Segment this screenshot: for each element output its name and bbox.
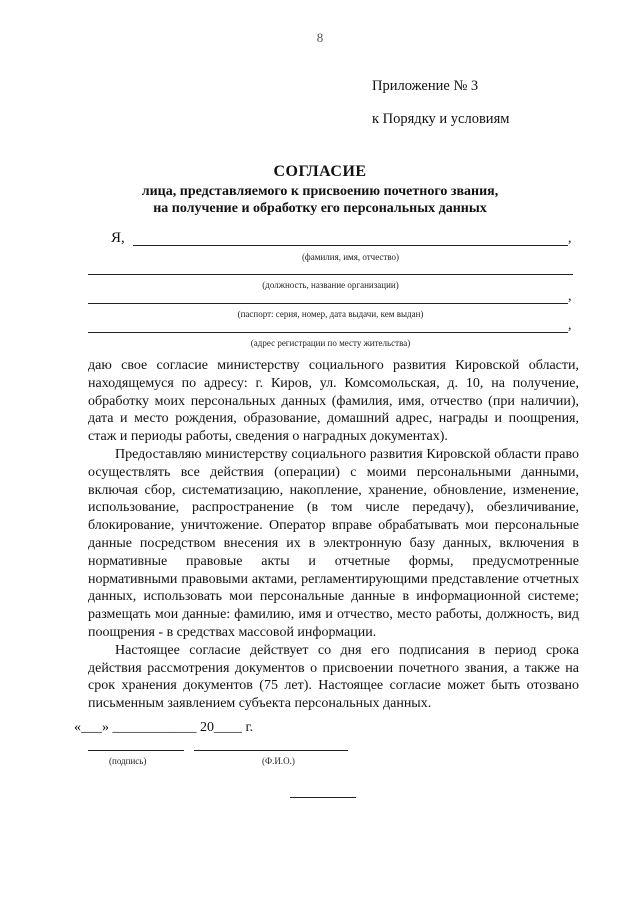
appendix-label: Приложение № 3 — [372, 78, 479, 94]
position-caption: (должность, название организации) — [262, 280, 399, 290]
fio-field-comma: , — [568, 231, 572, 246]
fio-signature-line — [194, 750, 348, 751]
consent-paragraph-1: даю свое согласие министерству социального развития Кировской области, находящемуся по адресу: г. Киров, ул. Комсомольская, д. 10, на получение, обработку моих персональных данных (фамилия, имя, отчество (при наличии), дата и место рождения, образование, домашний адрес, награды и поощрения, стаж и периоды работы, сведения о наградных документах). — [88, 358, 579, 445]
position-field-line — [88, 274, 573, 275]
consent-paragraph-2: Предоставляю министерству социального развития Кировской области право осуществлять все действия (операции) с моими персональными данными, включая сбор, систематизацию, накопление, хранение, обновление, изменение, использование, распространение (в том числе передачу), обезличивание, блокирование, уничтожение. Оператор вправе обрабатывать мои персональные данные посредством внесения их в электронную базу данных, включения в нормативные правовые акты и отчетные формы, предусмотренные нормативными правовыми актами, регламентирующими представление отчетных данных, использовать мои персональные данные в информационной системе; размещать мои данные: фамилию, имя и отчество, место работы, должность, вид поощрения - в средствах массовой информации. — [88, 446, 579, 640]
address-caption: (адрес регистрации по месту жительства) — [250, 338, 411, 348]
passport-caption: (паспорт: серия, номер, дата выдачи, кем выдан) — [237, 309, 424, 319]
signature-date-line: «___» ____________ 20____ г. — [74, 720, 254, 735]
appendix-reference: к Порядку и условиям — [372, 111, 510, 127]
signature-line — [88, 750, 184, 751]
consent-paragraph-3: Настоящее согласие действует со дня его подписания в период срока действия рассмотрения документов о присвоении почетного звания, а также на срок хранения документов (75 лет). Настоящее согласие может быть отозвано письменным заявлением субъекта персональных данных. — [88, 642, 579, 712]
fio-caption: (фамилия, имя, отчество) — [301, 252, 400, 262]
end-separator-line — [290, 797, 356, 798]
signature-caption: (подпись) — [109, 756, 147, 766]
address-field-line — [88, 332, 568, 333]
document-subtitle — [0, 183, 640, 217]
ya-label: Я, — [111, 230, 125, 246]
passport-field-line — [88, 303, 568, 304]
page-number: 8 — [316, 30, 324, 45]
subtitle-line-1: лица, представляемого к присвоению почетного звания, — [141, 184, 499, 199]
fio-signature-caption: (Ф.И.О.) — [262, 756, 295, 766]
address-field-comma: , — [568, 318, 572, 333]
fio-field-line — [133, 245, 568, 246]
subtitle-line-2: на получение и обработку его персональных данных — [153, 201, 487, 216]
document-title: СОГЛАСИЕ — [273, 163, 367, 180]
consent-body — [88, 357, 579, 713]
passport-field-comma: , — [568, 289, 572, 304]
